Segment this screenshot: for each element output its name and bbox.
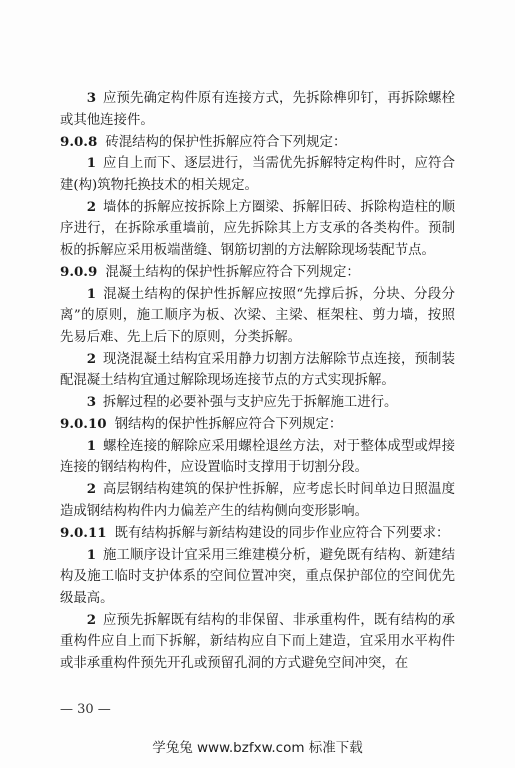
item-number: 1 [86,155,97,172]
item-2 [60,153,455,196]
item-number: 3 [86,90,97,106]
item-5 [60,284,455,349]
item-number: 1 [86,546,97,563]
clause-text: 砖混结构的保护性拆解应符合下列规定： [105,134,347,150]
item-text: 应预先拆解既有结构的非保留、非承重构件，既有结构的承重构件应自上而下拆解，新结构应自下而上建造，宜采用水平构件或非承重构件预先开孔或预留孔洞的方式避免空间冲突，在 [60,612,455,671]
item-number: 1 [86,285,97,302]
document-body [60,88,455,675]
item-number: 1 [86,437,97,454]
item-number: 3 [86,394,97,411]
watermark-footer: 学兔兔 www.bzfxw.com 标准下载 [152,740,363,756]
clause-text: 钢结构的保护性拆解应符合下列规定： [114,417,343,433]
clause-number: 9.0.8 [60,133,98,150]
item-text: 应预先确定构件原有连接方式，先拆除榫卯钉，再拆除螺栓或其他连接件。 [60,91,455,128]
item-text: 墙体的拆解应按拆除上方圈梁、拆解旧砖、拆除构造柱的顺序进行，在拆除承重墙前，应先拆除其上方支承的各类构件。预制板的拆解应采用板端凿缝、钢筋切割的方法解除现场装配节点。 [60,199,455,258]
item-text: 应自上而下、逐层进行，当需优先拆解特定构件时，应符合建(构)筑物托换技术的相关规定。 [60,156,455,193]
item-10 [60,479,455,522]
item-4 [60,262,455,284]
item-number: 2 [86,350,97,367]
item-text: 施工顺序设计宜采用三维建模分析，避免既有结构、新建结构及施工临时支护体系的空间位置冲突，重点保护部位的空间优先级最高。 [60,547,455,606]
item-number: 2 [86,611,97,628]
item-12 [60,545,455,610]
item-9 [60,436,455,479]
item-text: 拆解过程的必要补强与支护应先于拆解施工进行。 [102,395,398,411]
clause-number: 9.0.10 [60,416,107,433]
item-0 [60,88,455,131]
item-text: 现浇混凝土结构宜采用静力切割方法解除节点连接，预制装配混凝土结构宜通过解除现场连接节点的方式实现拆解。 [60,351,455,389]
item-8 [60,414,455,436]
item-text: 螺栓连接的解除应采用螺栓退丝方法，对于整体成型或焊接连接的钢结构构件，应设置临时支撑用于切割分段。 [60,438,455,476]
item-number: 2 [86,198,97,215]
clause-number: 9.0.9 [60,263,98,280]
item-text: 高层钢结构建筑的保护性拆解，应考虑长时间单边日照温度造成钢结构构件内力偏差产生的结构侧向变形影响。 [60,482,455,520]
item-6 [60,349,455,392]
item-1 [60,132,455,154]
item-11 [60,523,455,545]
item-3 [60,197,455,262]
item-number: 2 [86,481,97,498]
clause-text: 既有结构拆解与新结构建设的同步作业应符合下列要求： [114,526,450,541]
item-text: 混凝土结构的保护性拆解应按照“先撑后拆，分块、分段分离”的原则，施工顺序为板、次梁、主梁、框架柱、剪力墙，按照先易后难、先上后下的原则，分类拆解。 [60,286,455,345]
clause-text: 混凝土结构的保护性拆解应符合下列规定： [105,264,360,280]
page-number: — 30 — [60,702,111,717]
clause-number: 9.0.11 [60,525,107,541]
item-7 [60,392,455,414]
item-13 [60,610,455,675]
